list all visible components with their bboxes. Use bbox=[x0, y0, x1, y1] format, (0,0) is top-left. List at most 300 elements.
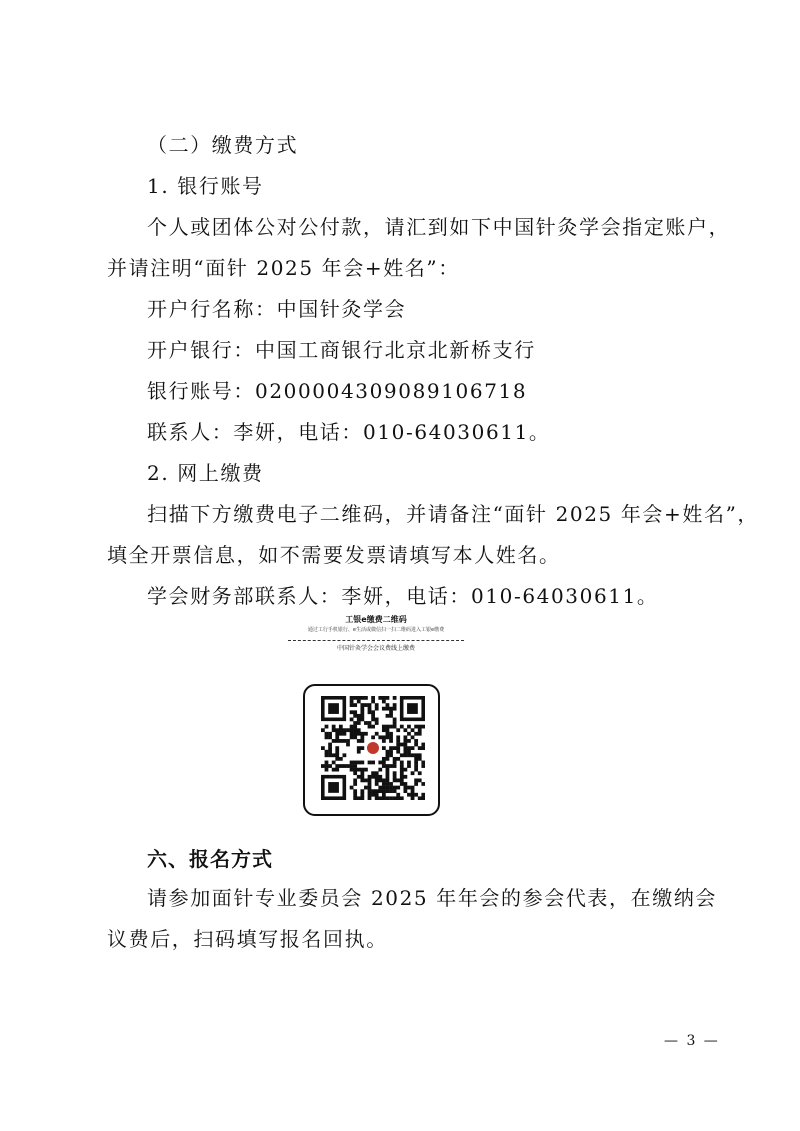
qr-module bbox=[382, 700, 386, 704]
qr-module bbox=[411, 789, 415, 793]
qr-module bbox=[325, 753, 329, 757]
online-intro-line2: 填全开票信息，如不需要发票请填写本人姓名。 bbox=[107, 543, 561, 567]
qr-module bbox=[400, 725, 404, 729]
qr-module bbox=[389, 739, 393, 743]
qr-module bbox=[411, 735, 415, 739]
account-number: 银行账号：0200004309089106718 bbox=[147, 379, 528, 403]
qr-module bbox=[378, 789, 382, 793]
qr-module bbox=[386, 703, 390, 707]
qr-module bbox=[386, 775, 390, 779]
qr-module bbox=[360, 746, 364, 750]
qr-module bbox=[368, 789, 372, 793]
qr-module bbox=[396, 746, 400, 750]
qr-module bbox=[328, 746, 332, 750]
qr-module bbox=[328, 753, 332, 757]
qr-module bbox=[364, 721, 368, 725]
qr-module bbox=[335, 768, 339, 772]
bank-name: 开户银行：中国工商银行北京北新桥支行 bbox=[147, 338, 536, 362]
qr-module bbox=[360, 707, 364, 711]
qr-module bbox=[353, 768, 357, 772]
qr-module bbox=[368, 782, 372, 786]
qr-module bbox=[393, 757, 397, 761]
qr-module bbox=[418, 796, 422, 800]
qr-module bbox=[389, 732, 393, 736]
qr-module bbox=[407, 750, 411, 754]
qr-module bbox=[360, 735, 364, 739]
qr-module bbox=[393, 786, 397, 790]
qr-module bbox=[414, 761, 418, 765]
qr-module bbox=[403, 750, 407, 754]
qr-module bbox=[360, 710, 364, 714]
qr-module bbox=[418, 753, 422, 757]
qr-module bbox=[357, 750, 361, 754]
qr-module bbox=[360, 739, 364, 743]
qr-module bbox=[350, 725, 354, 729]
qr-module bbox=[350, 764, 354, 768]
qr-module bbox=[328, 764, 332, 768]
qr-code-image[interactable] bbox=[321, 696, 425, 800]
qr-module bbox=[386, 778, 390, 782]
finance-contact: 学会财务部联系人：李妍，电话：010-64030611。 bbox=[147, 584, 659, 608]
qr-module bbox=[328, 735, 332, 739]
qr-module bbox=[382, 793, 386, 797]
online-heading: 2. 网上缴费 bbox=[147, 461, 264, 485]
qr-module bbox=[378, 786, 382, 790]
qr-module bbox=[421, 743, 425, 747]
qr-module bbox=[371, 761, 375, 765]
qr-module bbox=[393, 725, 397, 729]
qr-module bbox=[353, 732, 357, 736]
qr-header bbox=[288, 614, 464, 653]
qr-module bbox=[335, 739, 339, 743]
qr-module bbox=[328, 743, 332, 747]
qr-module bbox=[339, 739, 343, 743]
qr-module bbox=[357, 768, 361, 772]
qr-module bbox=[386, 714, 390, 718]
qr-module bbox=[382, 761, 386, 765]
qr-module bbox=[353, 778, 357, 782]
qr-module bbox=[382, 764, 386, 768]
qr-module bbox=[382, 739, 386, 743]
qr-module bbox=[368, 796, 372, 800]
qr-module bbox=[375, 778, 379, 782]
registration-line1: 请参加面针专业委员会 2025 年年会的参会代表，在缴纳会 bbox=[147, 886, 718, 910]
qr-module bbox=[360, 775, 364, 779]
qr-module bbox=[400, 796, 404, 800]
qr-module bbox=[418, 746, 422, 750]
qr-module bbox=[368, 775, 372, 779]
qr-module bbox=[378, 761, 382, 765]
qr-module bbox=[421, 764, 425, 768]
qr-module bbox=[339, 725, 343, 729]
qr-module bbox=[403, 739, 407, 743]
qr-module bbox=[396, 728, 400, 732]
qr-module bbox=[411, 753, 415, 757]
qr-module bbox=[421, 793, 425, 797]
qr-module bbox=[393, 718, 397, 722]
qr-module bbox=[403, 789, 407, 793]
qr-module bbox=[335, 750, 339, 754]
qr-module bbox=[378, 696, 382, 700]
qr-module bbox=[332, 768, 336, 772]
qr-module bbox=[350, 786, 354, 790]
qr-module bbox=[418, 732, 422, 736]
qr-module bbox=[421, 796, 425, 800]
qr-module bbox=[393, 707, 397, 711]
qr-module bbox=[396, 750, 400, 754]
page-number: — 3 — bbox=[664, 1033, 720, 1049]
qr-module bbox=[389, 753, 393, 757]
qr-module bbox=[396, 757, 400, 761]
qr-finder-inner bbox=[328, 782, 339, 793]
qr-module bbox=[368, 786, 372, 790]
qr-module bbox=[400, 775, 404, 779]
qr-module bbox=[350, 735, 354, 739]
qr-module bbox=[368, 710, 372, 714]
qr-module bbox=[403, 735, 407, 739]
qr-module bbox=[411, 786, 415, 790]
qr-module bbox=[400, 764, 404, 768]
account-name: 开户行名称：中国针灸学会 bbox=[147, 297, 407, 321]
qr-module bbox=[325, 732, 329, 736]
qr-module bbox=[418, 757, 422, 761]
qr-module bbox=[403, 746, 407, 750]
bank-intro-line1: 个人或团体公对公付款，请汇到如下中国针灸学会指定账户， bbox=[147, 215, 731, 239]
qr-module bbox=[421, 782, 425, 786]
qr-module bbox=[393, 703, 397, 707]
qr-module bbox=[375, 796, 379, 800]
qr-module bbox=[396, 793, 400, 797]
qr-module bbox=[353, 796, 357, 800]
qr-module bbox=[357, 696, 361, 700]
qr-module bbox=[393, 775, 397, 779]
qr-subtitle: 通过工行手机银行、e生活或微信扫一扫二维码进入工银e缴费 bbox=[307, 627, 445, 633]
qr-title: 工银e缴费二维码 bbox=[345, 615, 407, 624]
qr-module bbox=[375, 775, 379, 779]
qr-module bbox=[386, 771, 390, 775]
qr-module bbox=[335, 735, 339, 739]
qr-module bbox=[343, 732, 347, 736]
qr-module bbox=[386, 735, 390, 739]
qr-module bbox=[375, 703, 379, 707]
qr-module bbox=[360, 761, 364, 765]
qr-module bbox=[407, 793, 411, 797]
qr-module bbox=[407, 786, 411, 790]
qr-module bbox=[389, 764, 393, 768]
qr-module bbox=[360, 703, 364, 707]
qr-module bbox=[414, 793, 418, 797]
qr-module bbox=[353, 789, 357, 793]
qr-module bbox=[414, 764, 418, 768]
qr-module bbox=[389, 735, 393, 739]
qr-module bbox=[414, 778, 418, 782]
qr-module bbox=[393, 721, 397, 725]
qr-module bbox=[350, 761, 354, 765]
qr-module bbox=[414, 753, 418, 757]
qr-module bbox=[403, 782, 407, 786]
qr-module bbox=[350, 718, 354, 722]
qr-module bbox=[375, 707, 379, 711]
qr-module bbox=[360, 718, 364, 722]
qr-module bbox=[368, 707, 372, 711]
qr-module bbox=[368, 778, 372, 782]
qr-module bbox=[332, 728, 336, 732]
qr-module bbox=[382, 789, 386, 793]
qr-module bbox=[411, 796, 415, 800]
qr-module bbox=[386, 789, 390, 793]
qr-module bbox=[382, 735, 386, 739]
qr-module bbox=[328, 732, 332, 736]
qr-module bbox=[375, 789, 379, 793]
payment-section-title: （二）缴费方式 bbox=[147, 133, 299, 157]
qr-module bbox=[353, 721, 357, 725]
qr-divider bbox=[288, 640, 464, 641]
qr-module bbox=[371, 710, 375, 714]
qr-module bbox=[407, 753, 411, 757]
qr-module bbox=[350, 728, 354, 732]
qr-module bbox=[414, 782, 418, 786]
qr-module bbox=[386, 753, 390, 757]
qr-module bbox=[353, 735, 357, 739]
qr-module bbox=[357, 739, 361, 743]
qr-module bbox=[350, 768, 354, 772]
qr-module bbox=[389, 786, 393, 790]
qr-module bbox=[378, 768, 382, 772]
qr-module bbox=[403, 728, 407, 732]
qr-module bbox=[400, 743, 404, 747]
qr-module bbox=[332, 739, 336, 743]
qr-module bbox=[368, 725, 372, 729]
qr-module bbox=[414, 768, 418, 772]
qr-module bbox=[418, 771, 422, 775]
qr-module bbox=[396, 743, 400, 747]
qr-module bbox=[421, 725, 425, 729]
qr-module bbox=[364, 703, 368, 707]
qr-module bbox=[328, 750, 332, 754]
qr-module bbox=[411, 771, 415, 775]
qr-module bbox=[382, 782, 386, 786]
qr-module bbox=[418, 728, 422, 732]
qr-module bbox=[343, 739, 347, 743]
qr-module bbox=[386, 757, 390, 761]
qr-module bbox=[353, 764, 357, 768]
qr-module bbox=[400, 761, 404, 765]
qr-module bbox=[371, 725, 375, 729]
qr-module bbox=[386, 764, 390, 768]
qr-module bbox=[357, 732, 361, 736]
qr-module bbox=[325, 735, 329, 739]
online-intro-line1: 扫描下方缴费电子二维码，并请备注“面针 2025 年会+姓名”， bbox=[147, 502, 760, 526]
qr-module bbox=[389, 796, 393, 800]
qr-module bbox=[389, 789, 393, 793]
qr-module bbox=[350, 700, 354, 704]
qr-module bbox=[371, 735, 375, 739]
qr-module bbox=[357, 700, 361, 704]
qr-module bbox=[371, 775, 375, 779]
qr-module bbox=[335, 753, 339, 757]
qr-module bbox=[371, 714, 375, 718]
qr-module bbox=[357, 721, 361, 725]
qr-module bbox=[393, 764, 397, 768]
qr-module bbox=[350, 703, 354, 707]
qr-module bbox=[403, 743, 407, 747]
qr-module bbox=[407, 764, 411, 768]
qr-module bbox=[400, 753, 404, 757]
qr-module bbox=[375, 721, 379, 725]
qr-module bbox=[407, 732, 411, 736]
qr-module bbox=[332, 753, 336, 757]
qr-module bbox=[389, 714, 393, 718]
qr-module bbox=[400, 782, 404, 786]
qr-module bbox=[375, 718, 379, 722]
registration-heading: 六、报名方式 bbox=[147, 847, 273, 871]
qr-module bbox=[350, 696, 354, 700]
qr-module bbox=[368, 793, 372, 797]
qr-module bbox=[353, 728, 357, 732]
qr-module bbox=[414, 757, 418, 761]
qr-module bbox=[346, 764, 350, 768]
qr-module bbox=[389, 725, 393, 729]
qr-module bbox=[325, 725, 329, 729]
qr-module bbox=[360, 714, 364, 718]
bank-intro-line2: 并请注明“面针 2025 年会+姓名”： bbox=[107, 256, 460, 280]
qr-module bbox=[325, 764, 329, 768]
qr-module bbox=[389, 746, 393, 750]
qr-module bbox=[375, 771, 379, 775]
qr-module bbox=[378, 778, 382, 782]
qr-module bbox=[353, 761, 357, 765]
qr-module bbox=[343, 728, 347, 732]
qr-module bbox=[353, 710, 357, 714]
qr-module bbox=[332, 761, 336, 765]
qr-module bbox=[371, 789, 375, 793]
qr-module bbox=[396, 786, 400, 790]
qr-code-frame[interactable] bbox=[303, 684, 440, 816]
qr-module bbox=[382, 707, 386, 711]
qr-module bbox=[396, 796, 400, 800]
qr-module bbox=[396, 735, 400, 739]
qr-module bbox=[335, 757, 339, 761]
qr-module bbox=[321, 728, 325, 732]
qr-module bbox=[386, 728, 390, 732]
qr-module bbox=[360, 732, 364, 736]
qr-module bbox=[411, 746, 415, 750]
qr-module bbox=[325, 768, 329, 772]
qr-module bbox=[321, 764, 325, 768]
qr-org-label: 中国针灸学会会议费线上缴费 bbox=[336, 645, 415, 652]
qr-module bbox=[407, 761, 411, 765]
qr-module bbox=[393, 789, 397, 793]
qr-module bbox=[353, 725, 357, 729]
registration-line2: 议费后，扫码填写报名回执。 bbox=[107, 927, 388, 951]
qr-module bbox=[403, 768, 407, 772]
qr-module bbox=[353, 696, 357, 700]
qr-module bbox=[393, 746, 397, 750]
qr-module bbox=[360, 796, 364, 800]
qr-module bbox=[393, 761, 397, 765]
qr-module bbox=[357, 775, 361, 779]
qr-module bbox=[393, 778, 397, 782]
qr-module bbox=[321, 746, 325, 750]
qr-module bbox=[403, 786, 407, 790]
qr-module bbox=[389, 782, 393, 786]
qr-module bbox=[386, 796, 390, 800]
qr-module bbox=[378, 775, 382, 779]
qr-module bbox=[364, 778, 368, 782]
qr-module bbox=[346, 743, 350, 747]
qr-module bbox=[357, 718, 361, 722]
qr-module bbox=[364, 786, 368, 790]
qr-module bbox=[407, 746, 411, 750]
qr-module bbox=[371, 793, 375, 797]
qr-module bbox=[368, 721, 372, 725]
qr-module bbox=[421, 746, 425, 750]
qr-module bbox=[386, 782, 390, 786]
qr-module bbox=[382, 746, 386, 750]
qr-module bbox=[346, 739, 350, 743]
bank-heading: 1. 银行账号 bbox=[147, 174, 264, 198]
qr-module bbox=[396, 739, 400, 743]
qr-module bbox=[335, 746, 339, 750]
qr-module bbox=[382, 757, 386, 761]
qr-module bbox=[375, 782, 379, 786]
qr-module bbox=[378, 735, 382, 739]
qr-module bbox=[371, 696, 375, 700]
qr-module bbox=[396, 778, 400, 782]
qr-module bbox=[414, 725, 418, 729]
qr-module bbox=[360, 789, 364, 793]
qr-module bbox=[360, 696, 364, 700]
qr-module bbox=[335, 728, 339, 732]
qr-module bbox=[382, 786, 386, 790]
qr-module bbox=[357, 728, 361, 732]
qr-module bbox=[335, 732, 339, 736]
qr-module bbox=[386, 732, 390, 736]
qr-module bbox=[353, 771, 357, 775]
qr-module bbox=[350, 732, 354, 736]
qr-module bbox=[386, 696, 390, 700]
qr-module bbox=[325, 750, 329, 754]
qr-module bbox=[375, 793, 379, 797]
qr-module bbox=[389, 707, 393, 711]
qr-module bbox=[364, 768, 368, 772]
qr-module bbox=[339, 732, 343, 736]
qr-module bbox=[414, 732, 418, 736]
qr-module bbox=[343, 764, 347, 768]
qr-module bbox=[400, 768, 404, 772]
qr-module bbox=[389, 710, 393, 714]
qr-module bbox=[360, 771, 364, 775]
qr-module bbox=[382, 725, 386, 729]
qr-module bbox=[368, 703, 372, 707]
qr-module bbox=[386, 707, 390, 711]
qr-module bbox=[393, 796, 397, 800]
qr-module bbox=[353, 714, 357, 718]
qr-module bbox=[332, 725, 336, 729]
qr-module bbox=[386, 786, 390, 790]
qr-module bbox=[353, 782, 357, 786]
qr-module bbox=[353, 703, 357, 707]
qr-module bbox=[364, 696, 368, 700]
qr-module bbox=[389, 750, 393, 754]
qr-module bbox=[357, 761, 361, 765]
qr-module bbox=[360, 793, 364, 797]
qr-module bbox=[418, 778, 422, 782]
qr-center-seal bbox=[367, 742, 379, 754]
qr-module bbox=[343, 753, 347, 757]
qr-finder-inner bbox=[328, 703, 339, 714]
bank-contact: 联系人：李妍，电话：010-64030611。 bbox=[147, 420, 551, 444]
